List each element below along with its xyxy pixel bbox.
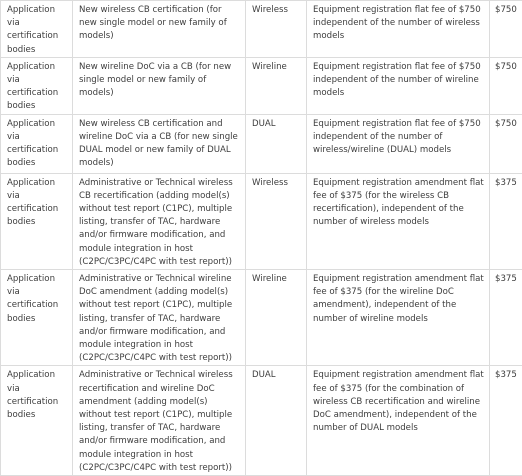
table-row — [1, 270, 522, 366]
description-cell: Administrative or Technical wireless CB recertification (adding model(s) without test report (C1PC), multiple listing, transfer of TAC, hardware and/or firmware modification, and module integration in host (C2PC/C3PC/C4PC with test report)) — [73, 173, 246, 269]
fee-amount-cell: $750 — [490, 57, 522, 114]
equipment-type-cell: Wireline — [246, 270, 307, 366]
table-row — [1, 57, 522, 114]
equipment-type-cell: Wireless — [246, 173, 307, 269]
fee-amount-cell: $375 — [490, 366, 522, 476]
description-cell: New wireless CB certification (for new single model or new family of models) — [73, 1, 246, 58]
table-row — [1, 173, 522, 269]
fee-amount-cell: $750 — [490, 1, 522, 58]
fee-description-cell: Equipment registration amendment flat fee of $375 (for the wireless CB recertification), independent of the number of wireless models — [307, 173, 490, 269]
equipment-type-cell: DUAL — [246, 114, 307, 173]
applicant-cell: Application via certification bodies — [1, 270, 73, 366]
applicant-cell: Application via certification bodies — [1, 366, 73, 476]
fee-amount-cell: $750 — [490, 114, 522, 173]
description-cell: Administrative or Technical wireline DoC amendment (adding model(s) without test report (C1PC), multiple listing, transfer of TAC, hardware and/or firmware modification, and module integration in host (C2PC/C3PC/C4PC with test report)) — [73, 270, 246, 366]
description-cell: Administrative or Technical wireless recertification and wireline DoC amendment (adding model(s) without test report (C1PC), multiple listing, transfer of TAC, hardware and/or firmware modification, and module integration in host (C2PC/C3PC/C4PC with test report)) — [73, 366, 246, 476]
fee-amount-cell: $375 — [490, 173, 522, 269]
equipment-type-cell: Wireless — [246, 1, 307, 58]
table-row — [1, 366, 522, 476]
description-cell: New wireless CB certification and wireline DoC via a CB (for new single DUAL model or new family of DUAL models) — [73, 114, 246, 173]
description-cell: New wireline DoC via a CB (for new single model or new family of models) — [73, 57, 246, 114]
fee-description-cell: Equipment registration amendment flat fee of $375 (for the wireline DoC amendment), independent of the number of wireline models — [307, 270, 490, 366]
fee-description-cell: Equipment registration flat fee of $750 independent of the number of wireless/wireline (DUAL) models — [307, 114, 490, 173]
applicant-cell: Application via certification bodies — [1, 57, 73, 114]
applicant-cell: Application via certification bodies — [1, 1, 73, 58]
fee-description-cell: Equipment registration flat fee of $750 independent of the number of wireless models — [307, 1, 490, 58]
equipment-type-cell: Wireline — [246, 57, 307, 114]
applicant-cell: Application via certification bodies — [1, 114, 73, 173]
fee-amount-cell: $375 — [490, 270, 522, 366]
applicant-cell: Application via certification bodies — [1, 173, 73, 269]
fee-description-cell: Equipment registration amendment flat fee of $375 (for the combination of wireless CB recertification and wireline DoC amendment), independent of the number of DUAL models — [307, 366, 490, 476]
equipment-type-cell: DUAL — [246, 366, 307, 476]
fee-description-cell: Equipment registration flat fee of $750 independent of the number of wireline models — [307, 57, 490, 114]
table-row — [1, 1, 522, 58]
table-row — [1, 114, 522, 173]
